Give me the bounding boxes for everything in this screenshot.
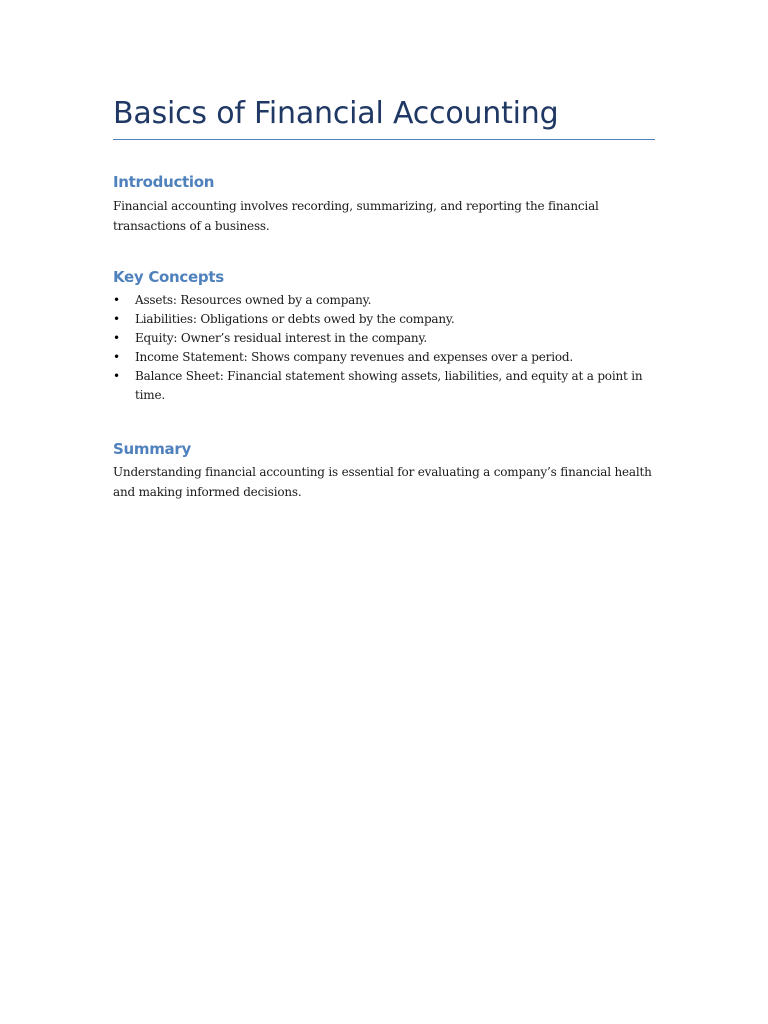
list-item-text: Balance Sheet: Financial statement showing assets, liabilities, and equity at a point in time. <box>135 369 643 402</box>
section-heading-key-concepts: Key Concepts <box>113 268 224 286</box>
bullet-icon: • <box>113 293 120 307</box>
bullet-icon: • <box>113 312 120 326</box>
list-item-text: Liabilities: Obligations or debts owed by the company. <box>135 312 455 326</box>
section-heading-introduction: Introduction <box>113 173 215 191</box>
list-item-text: Income Statement: Shows company revenues and expenses over a period. <box>135 350 573 364</box>
section-heading-summary: Summary <box>113 440 191 458</box>
list-item <box>113 329 655 348</box>
list-item <box>113 291 655 310</box>
document-title: Basics of Financial Accounting <box>113 96 559 131</box>
list-item-text: Equity: Owner’s residual interest in the company. <box>135 331 428 345</box>
bullet-icon: • <box>113 350 120 364</box>
key-concepts-list <box>113 291 655 405</box>
bullet-icon: • <box>113 369 120 383</box>
list-item-text: Assets: Resources owned by a company. <box>135 293 372 307</box>
bullet-icon: • <box>113 331 120 345</box>
list-item <box>113 348 655 367</box>
list-item <box>113 367 655 405</box>
list-item <box>113 310 655 329</box>
introduction-paragraph: Financial accounting involves recording, summarizing, and reporting the financial transactions of a business. <box>113 199 599 233</box>
title-underline <box>113 139 655 140</box>
summary-paragraph: Understanding financial accounting is essential for evaluating a company’s financial health and making informed decisions. <box>113 465 652 499</box>
